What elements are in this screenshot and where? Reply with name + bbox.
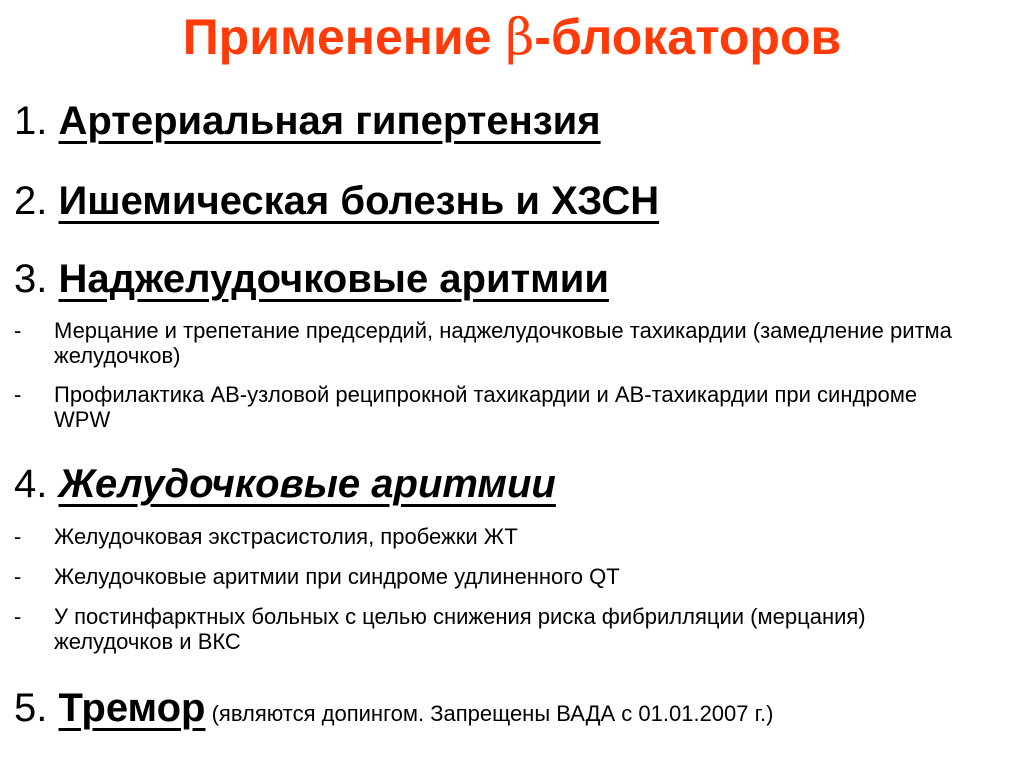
item-title: Тремор <box>58 686 206 730</box>
subitem <box>14 604 974 654</box>
slide-title <box>0 2 1024 72</box>
item-1-heading <box>14 97 601 145</box>
title-prefix: Применение <box>182 9 506 65</box>
item-4-heading <box>14 460 556 508</box>
bullet-dash: - <box>14 382 22 407</box>
subitem-text: Желудочковая экстрасистолия, пробежки ЖТ <box>54 524 518 549</box>
beta-symbol: β <box>505 8 535 66</box>
item-number: 4. <box>14 462 48 506</box>
item-number: 2. <box>14 179 48 223</box>
subitem-text: У постинфарктных больных с целью снижения риска фибрилляции (мерцания) желудочков и ВКС <box>54 604 866 654</box>
subitem <box>14 564 974 589</box>
bullet-dash: - <box>14 318 22 343</box>
subitem <box>14 318 974 368</box>
item-5-heading <box>14 684 773 738</box>
item-number: 5. <box>14 686 48 730</box>
item-number: 1. <box>14 99 48 143</box>
item-title: Артериальная гипертензия <box>58 99 601 143</box>
subitem-text: Профилактика АВ-узловой реципрокной тахикардии и АВ-тахикардии при синдроме WPW <box>54 382 918 432</box>
subitem <box>14 382 974 432</box>
item-title: Желудочковые аритмии <box>58 462 556 506</box>
bullet-dash: - <box>14 564 22 589</box>
item-note: (являются допингом. Запрещены ВАДА с 01.01.2007 г.) <box>205 701 774 726</box>
title-suffix: -блокаторов <box>534 9 842 65</box>
subitem-text: Мерцание и трепетание предсердий, наджелудочковые тахикардии (замедление ритма желудочков) <box>54 318 952 368</box>
item-3-heading <box>14 255 609 303</box>
item-title: Ишемическая болезнь и ХЗСН <box>58 179 660 223</box>
bullet-dash: - <box>14 524 22 549</box>
subitem <box>14 524 974 549</box>
item-number: 3. <box>14 257 48 301</box>
item-title: Наджелудочковые аритмии <box>58 257 609 301</box>
item-2-heading <box>14 177 659 225</box>
subitem-text: Желудочковые аритмии при синдроме удлиненного QT <box>54 564 620 589</box>
bullet-dash: - <box>14 604 22 629</box>
